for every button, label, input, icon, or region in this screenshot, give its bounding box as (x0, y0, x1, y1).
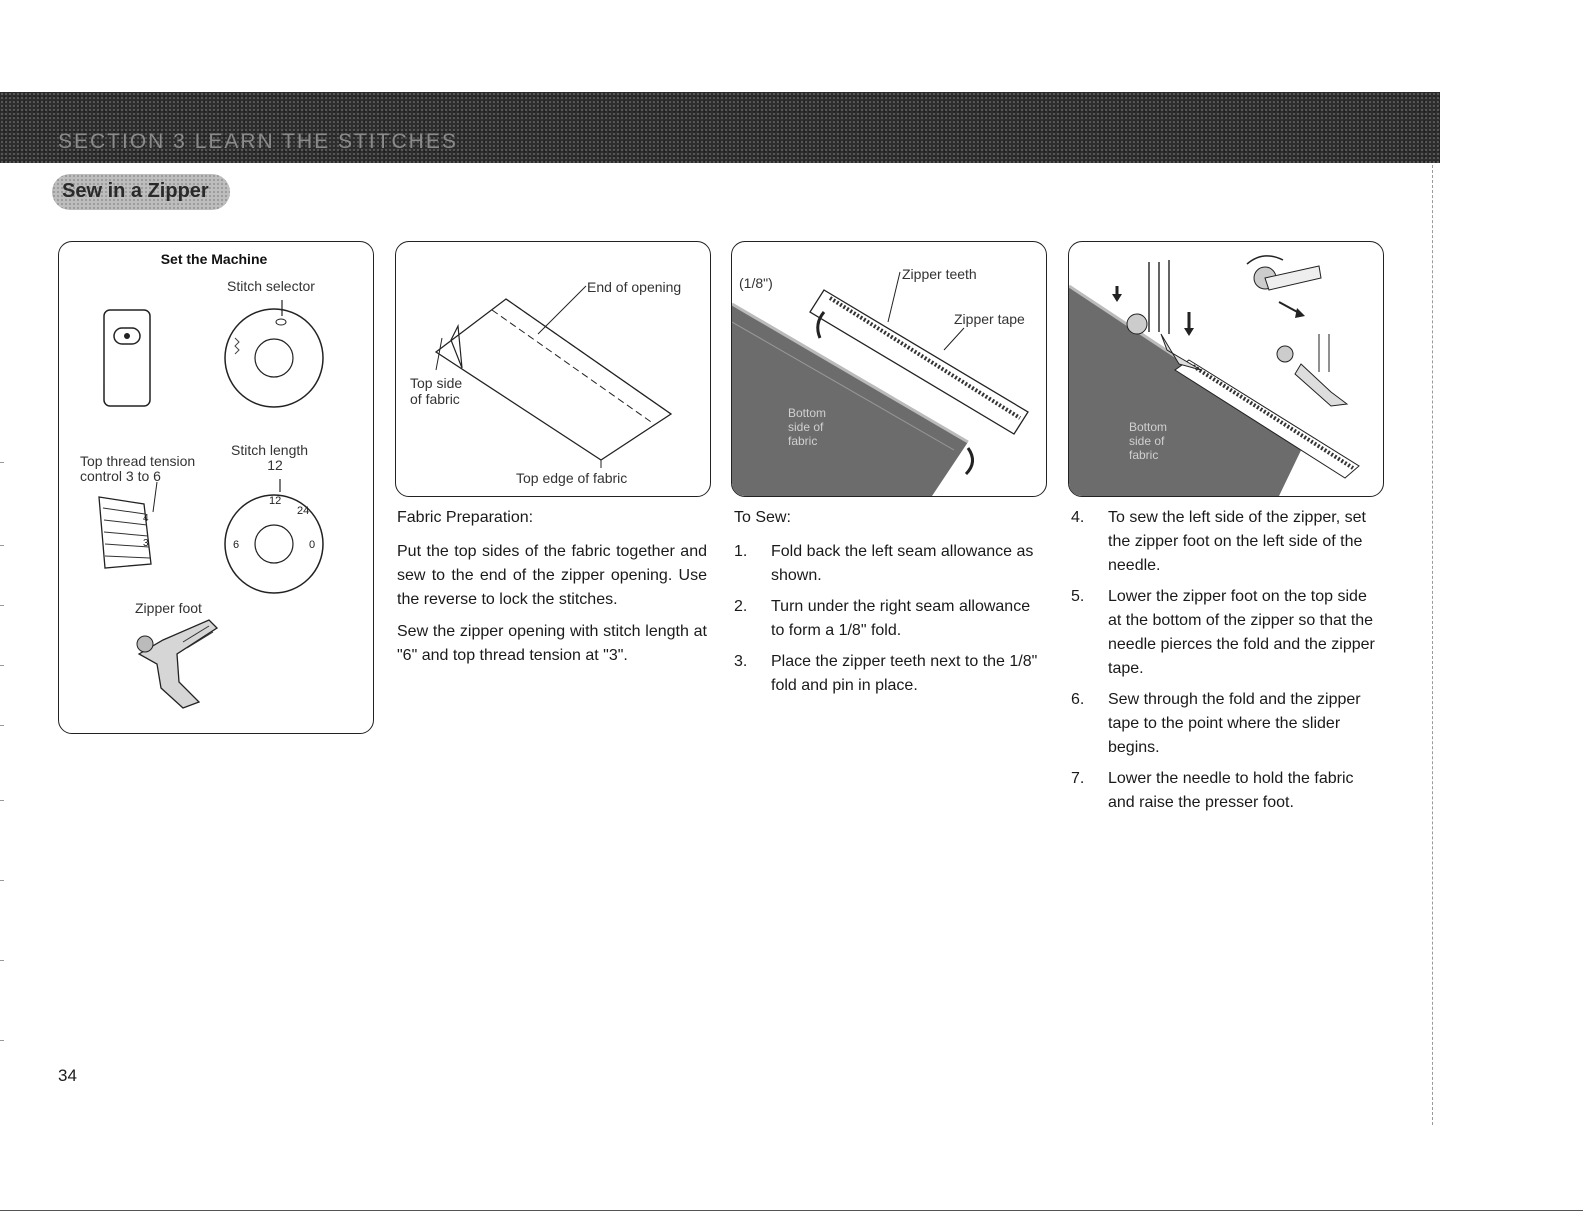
step-number: 1. (734, 543, 748, 560)
tension-label-line1: Top thread tension (80, 453, 196, 469)
step-number: 3. (734, 653, 748, 670)
zipper-sewing-text (1071, 506, 1381, 822)
fabric-overlay-label (1129, 420, 1167, 462)
top-side-label-line2: of fabric (410, 391, 460, 407)
zipper-sewing-diagram (1068, 241, 1384, 497)
tension-label-line2: control 3 to 6 (80, 468, 161, 484)
set-machine-panel (58, 241, 374, 734)
fabric-preparation-paragraph: Sew the zipper opening with stitch length at "6" and top thread tension at "3". (397, 623, 707, 664)
end-of-opening-label: End of opening (587, 279, 682, 295)
zipper-teeth-label: Zipper teeth (902, 266, 977, 282)
step-number: 7. (1071, 770, 1085, 787)
list-item (1071, 506, 1381, 578)
step-text: Sew through the fold and the zipper tape to the point where the slider begins. (1108, 691, 1361, 756)
fabric-overlay-line2: side of (788, 420, 824, 434)
list-item (1071, 688, 1381, 760)
fabric-overlay-line2: side of (1129, 434, 1165, 448)
zipper-placement-illustration (732, 242, 1046, 496)
stitch-selector-label: Stitch selector (227, 278, 315, 294)
section-title: SECTION 3 LEARN THE STITCHES (58, 130, 458, 153)
step-number: 5. (1071, 588, 1085, 605)
zipper-placement-diagram (731, 241, 1047, 497)
machine-settings-illustration (59, 242, 373, 733)
left-margin-ticks (0, 440, 6, 1140)
list-item (1071, 585, 1381, 681)
zipper-sewing-steps (1071, 506, 1381, 815)
list-item (734, 650, 1044, 698)
list-item (734, 540, 1044, 588)
list-item (734, 595, 1044, 643)
zipper-sewing-illustration (1069, 242, 1383, 496)
fabric-overlay-line1: Bottom (1129, 420, 1168, 434)
bottom-rule (0, 1210, 1583, 1211)
fabric-preparation-paragraph: Put the top sides of the fabric together and sew to the end of the zipper opening. Use the reverse to lock the stitches. (397, 543, 707, 608)
svg-text:4: 4 (143, 513, 149, 524)
step-text: To sew the left side of the zipper, set the zipper foot on the left side of the needle. (1108, 509, 1366, 574)
fabric-preparation-diagram (395, 241, 711, 497)
page-number: 34 (58, 1066, 77, 1085)
top-edge-label: Top edge of fabric (516, 470, 628, 486)
step-text: Fold back the left seam allowance as shown. (771, 543, 1034, 584)
list-item (1071, 767, 1381, 815)
step-number: 6. (1071, 691, 1085, 708)
step-text: Place the zipper teeth next to the 1/8" fold and pin in place. (771, 653, 1038, 694)
to-sew-heading: To Sew: (734, 509, 791, 526)
svg-text:3: 3 (143, 538, 149, 549)
fraction-label: (1/8") (739, 275, 773, 291)
page-subtitle: Sew in a Zipper (62, 180, 209, 202)
stitch-length-value: 12 (267, 457, 283, 473)
step-text: Lower the zipper foot on the top side at the bottom of the zipper so that the needle pierces the fold and the zipper tape. (1108, 588, 1375, 677)
to-sew-text (734, 506, 1044, 705)
right-margin-rule (1432, 165, 1433, 1125)
step-number: 4. (1071, 509, 1085, 526)
fabric-preparation-text (397, 506, 707, 676)
fabric-overlay-line3: fabric (788, 434, 818, 448)
step-text: Lower the needle to hold the fabric and raise the presser foot. (1108, 770, 1354, 811)
svg-text:24: 24 (297, 505, 310, 517)
fabric-overlay-line3: fabric (1129, 448, 1159, 462)
set-machine-title: Set the Machine (160, 251, 268, 267)
to-sew-steps (734, 540, 1044, 698)
zipper-tape-label: Zipper tape (954, 311, 1025, 327)
stitch-length-label: Stitch length (231, 442, 309, 458)
svg-text:12: 12 (269, 495, 282, 507)
step-text: Turn under the right seam allowance to form a 1/8" fold. (771, 598, 1031, 639)
step-number: 2. (734, 598, 748, 615)
svg-text:6: 6 (233, 539, 240, 551)
fabric-overlay-label (788, 406, 826, 448)
zipper-foot-label: Zipper foot (135, 600, 202, 616)
svg-text:0: 0 (309, 539, 316, 551)
fabric-overlay-line1: Bottom (788, 406, 827, 420)
fabric-preparation-heading: Fabric Preparation: (397, 509, 534, 526)
top-side-label-line1: Top side (410, 375, 463, 391)
